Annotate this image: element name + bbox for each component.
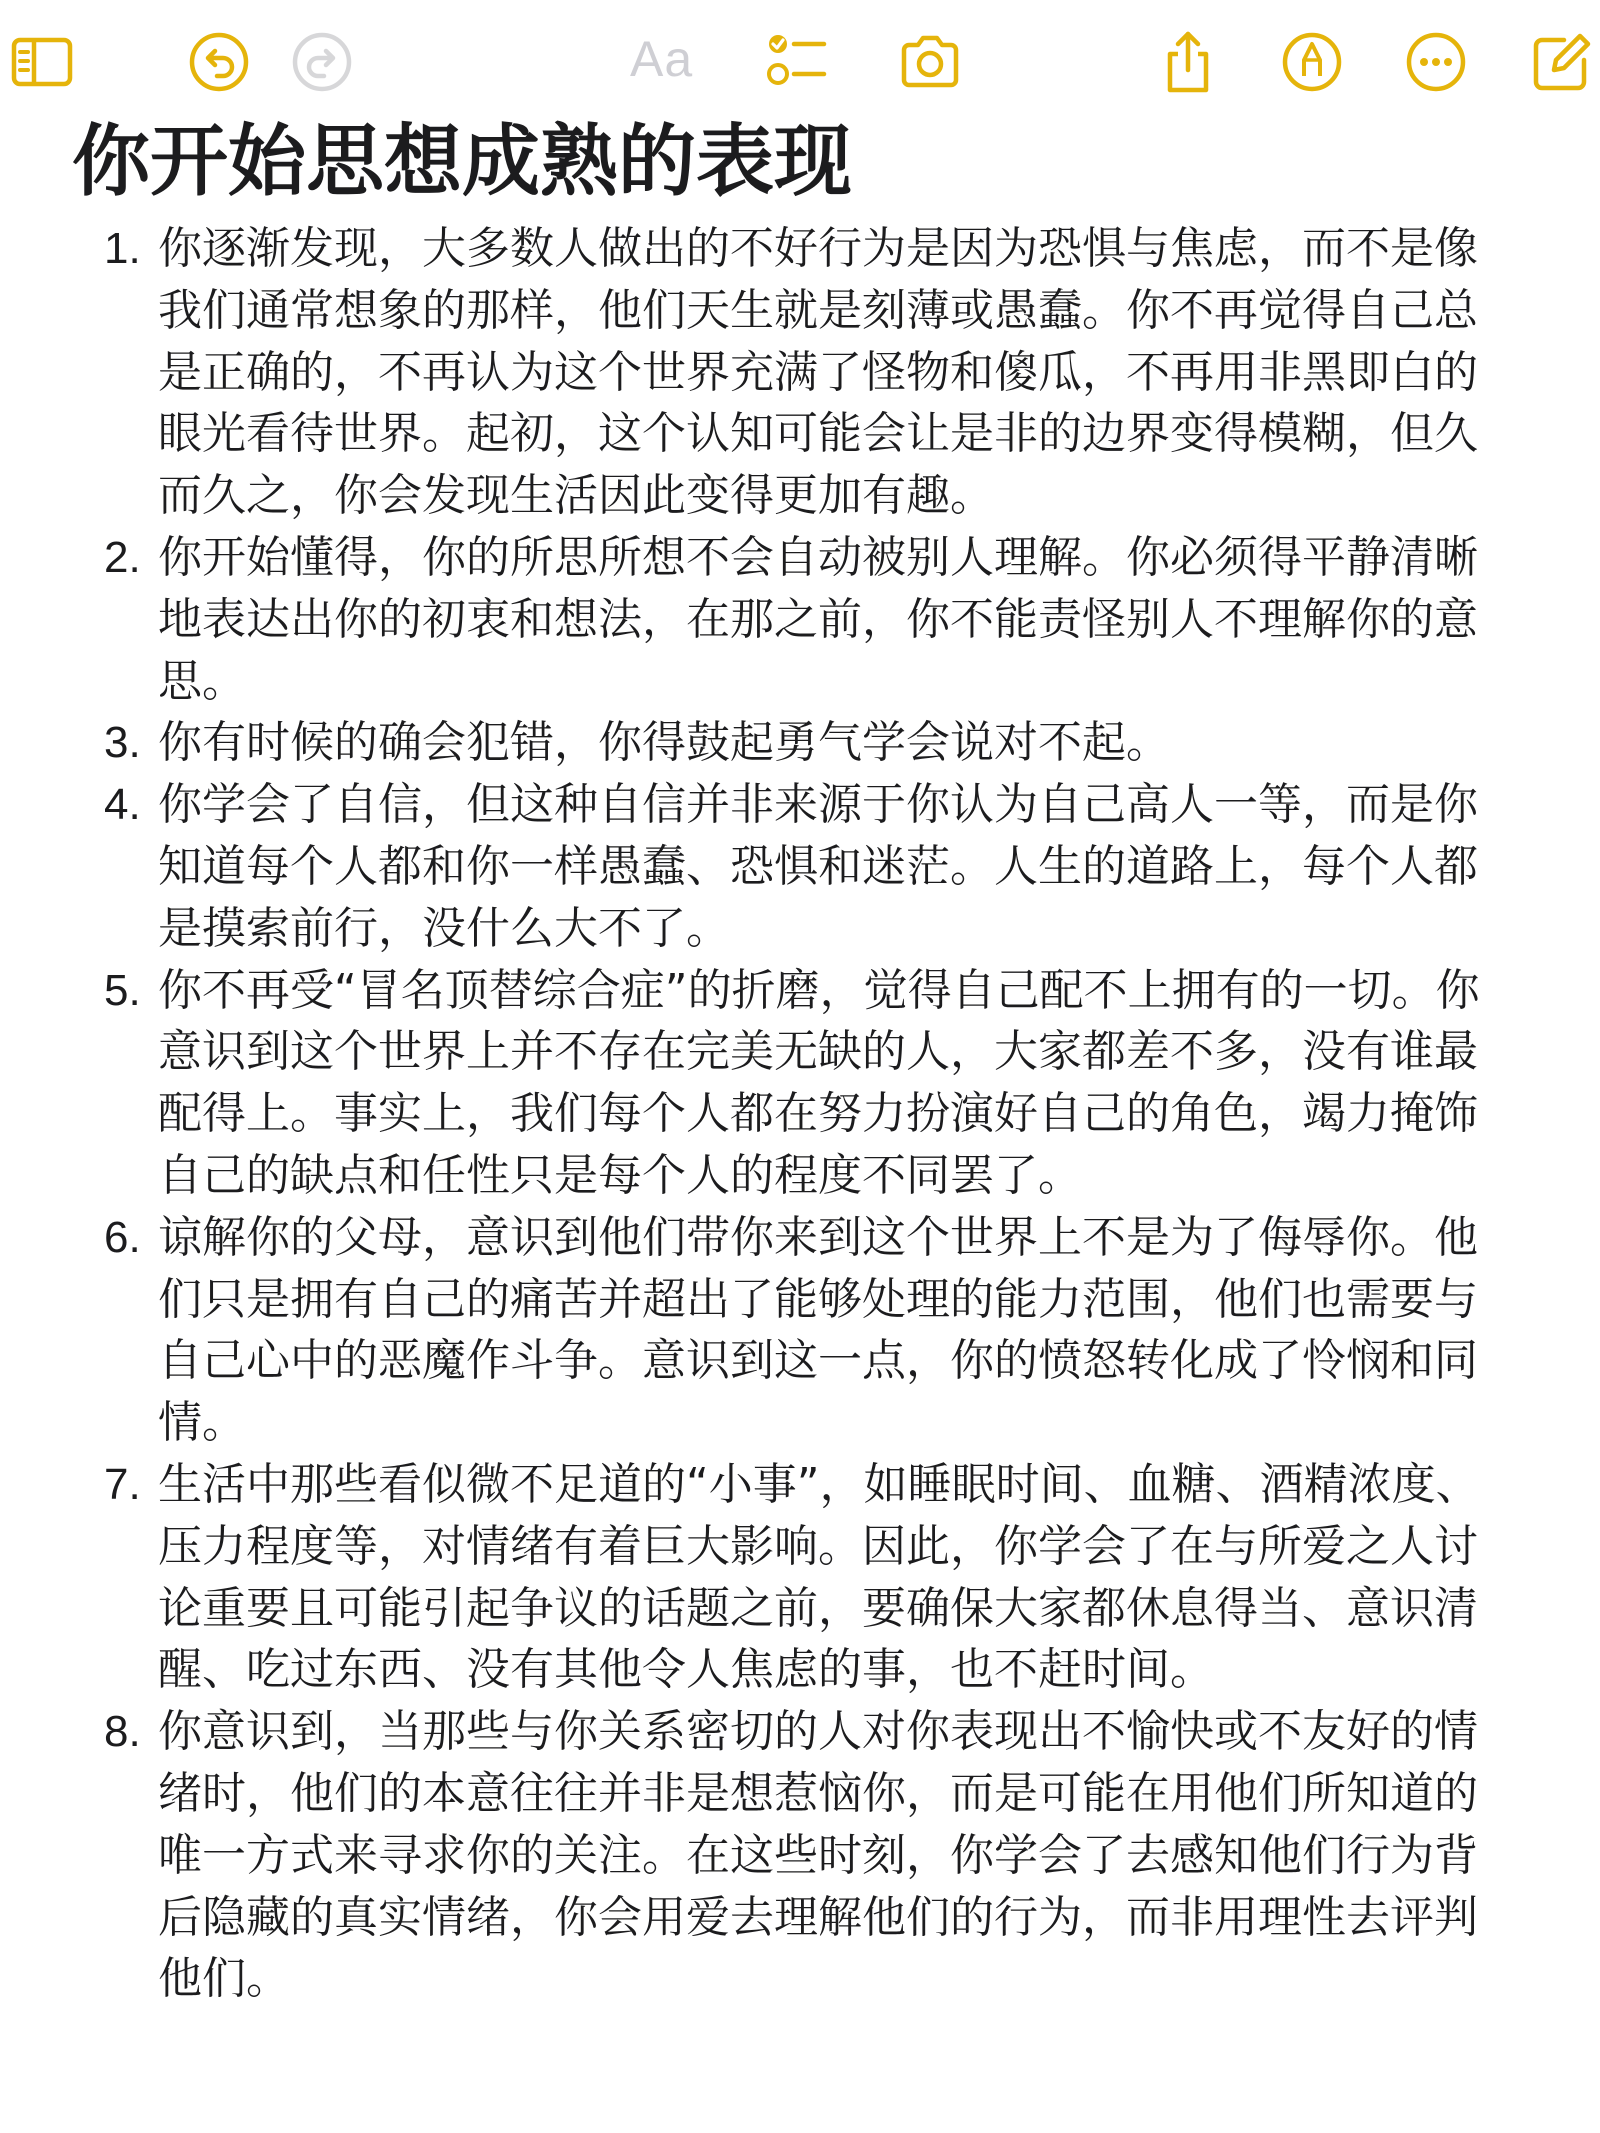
list-item-number: 8. bbox=[104, 1707, 141, 1757]
list-item-number: 7. bbox=[104, 1459, 141, 1509]
undo-icon bbox=[187, 30, 251, 94]
format-button[interactable]: Aa bbox=[630, 31, 694, 87]
numbered-list bbox=[72, 218, 1512, 2010]
more-icon bbox=[1404, 30, 1468, 94]
list-item-text: 你不再受“冒名顶替综合症”的折磨，觉得自己配不上拥有的一切。你意识到这个世界上并不存在完美无缺的人，大家都差不多，没有谁最配得上。事实上，我们每个人都在努力扮演好自己的角色，竭力掩饰自己的缺点和任性只是每个人的程度不同罢了。 bbox=[158, 964, 1480, 1201]
share-button[interactable] bbox=[1156, 30, 1220, 94]
redo-icon bbox=[290, 30, 354, 94]
list-item[interactable] bbox=[72, 527, 1512, 712]
list-item[interactable] bbox=[72, 774, 1512, 959]
list-item-text: 你开始懂得，你的所思所想不会自动被别人理解。你必须得平静清晰地表达出你的初衷和想法，在那之前，你不能责怪别人不理解你的意思。 bbox=[158, 531, 1478, 707]
list-item-text: 你意识到，当那些与你关系密切的人对你表现出不愉快或不友好的情绪时，他们的本意往往并非是想惹恼你，而是可能在用他们所知道的唯一方式来寻求你的关注。在这些时刻，你学会了去感知他们行为背后隐藏的真实情绪，你会用爱去理解他们的行为，而非用理性去评判他们。 bbox=[158, 1706, 1478, 2005]
markup-icon bbox=[1280, 30, 1344, 94]
checklist-icon bbox=[766, 30, 830, 94]
camera-button[interactable] bbox=[898, 30, 962, 94]
redo-button[interactable] bbox=[290, 30, 354, 94]
markup-button[interactable] bbox=[1280, 30, 1344, 94]
share-icon bbox=[1156, 30, 1220, 94]
list-item-number: 1. bbox=[104, 224, 141, 273]
list-item-number: 2. bbox=[104, 532, 141, 582]
list-item-number: 6. bbox=[104, 1212, 141, 1262]
list-item-text: 谅解你的父母，意识到他们带你来到这个世界上不是为了侮辱你。他们只是拥有自己的痛苦并超出了能够处理的能力范围，他们也需要与自己心中的恶魔作斗争。意识到这一点，你的愤怒转化成了怜悯和同情。 bbox=[158, 1211, 1478, 1449]
camera-icon bbox=[898, 30, 962, 94]
sidebar-button[interactable] bbox=[10, 30, 74, 94]
list-item-text: 你逐渐发现，大多数人做出的不好行为是因为恐惧与焦虑，而不是像我们通常想象的那样，他们天生就是刻薄或愚蠢。你不再觉得自己总是正确的，不再认为这个世界充满了怪物和傻瓜，不再用非黑即白的眼光看待世界。起初，这个认知可能会让是非的边界变得模糊，但久而久之，你会发现生活因此变得更加有趣。 bbox=[158, 223, 1478, 522]
sidebar-icon bbox=[10, 30, 74, 94]
toolbar bbox=[0, 0, 1600, 118]
more-button[interactable] bbox=[1404, 30, 1468, 94]
list-item-text: 生活中那些看似微不足道的“小事”，如睡眠时间、血糖、酒精浓度、压力程度等，对情绪有着巨大影响。因此，你学会了在与所爱之人讨论重要且可能引起争议的话题之前，要确保大家都休息得当、意识清醒、吃过东西、没有其他令人焦虑的事，也不赶时间。 bbox=[158, 1458, 1480, 1696]
list-item[interactable] bbox=[72, 218, 1512, 527]
list-item[interactable] bbox=[72, 1701, 1512, 2010]
compose-icon bbox=[1530, 30, 1594, 94]
note-body[interactable] bbox=[72, 112, 1512, 2010]
list-item[interactable] bbox=[72, 960, 1512, 1207]
list-item[interactable] bbox=[72, 1454, 1512, 1701]
list-item-text: 你有时候的确会犯错，你得鼓起勇气学会说对不起。 bbox=[158, 717, 1170, 769]
list-item-number: 5. bbox=[104, 965, 141, 1015]
note-title[interactable]: 你开始思想成熟的表现 bbox=[72, 117, 853, 207]
checklist-button[interactable] bbox=[766, 30, 830, 94]
list-item[interactable] bbox=[72, 712, 1512, 774]
compose-button[interactable] bbox=[1530, 30, 1594, 94]
undo-button[interactable] bbox=[187, 30, 251, 94]
list-item-text: 你学会了自信，但这种自信并非来源于你认为自己高人一等，而是你知道每个人都和你一样愚蠢、恐惧和迷茫。人生的道路上，每个人都是摸索前行，没什么大不了。 bbox=[158, 779, 1478, 954]
list-item-number: 4. bbox=[104, 780, 141, 830]
list-item[interactable] bbox=[72, 1207, 1512, 1454]
list-item-number: 3. bbox=[104, 718, 141, 768]
